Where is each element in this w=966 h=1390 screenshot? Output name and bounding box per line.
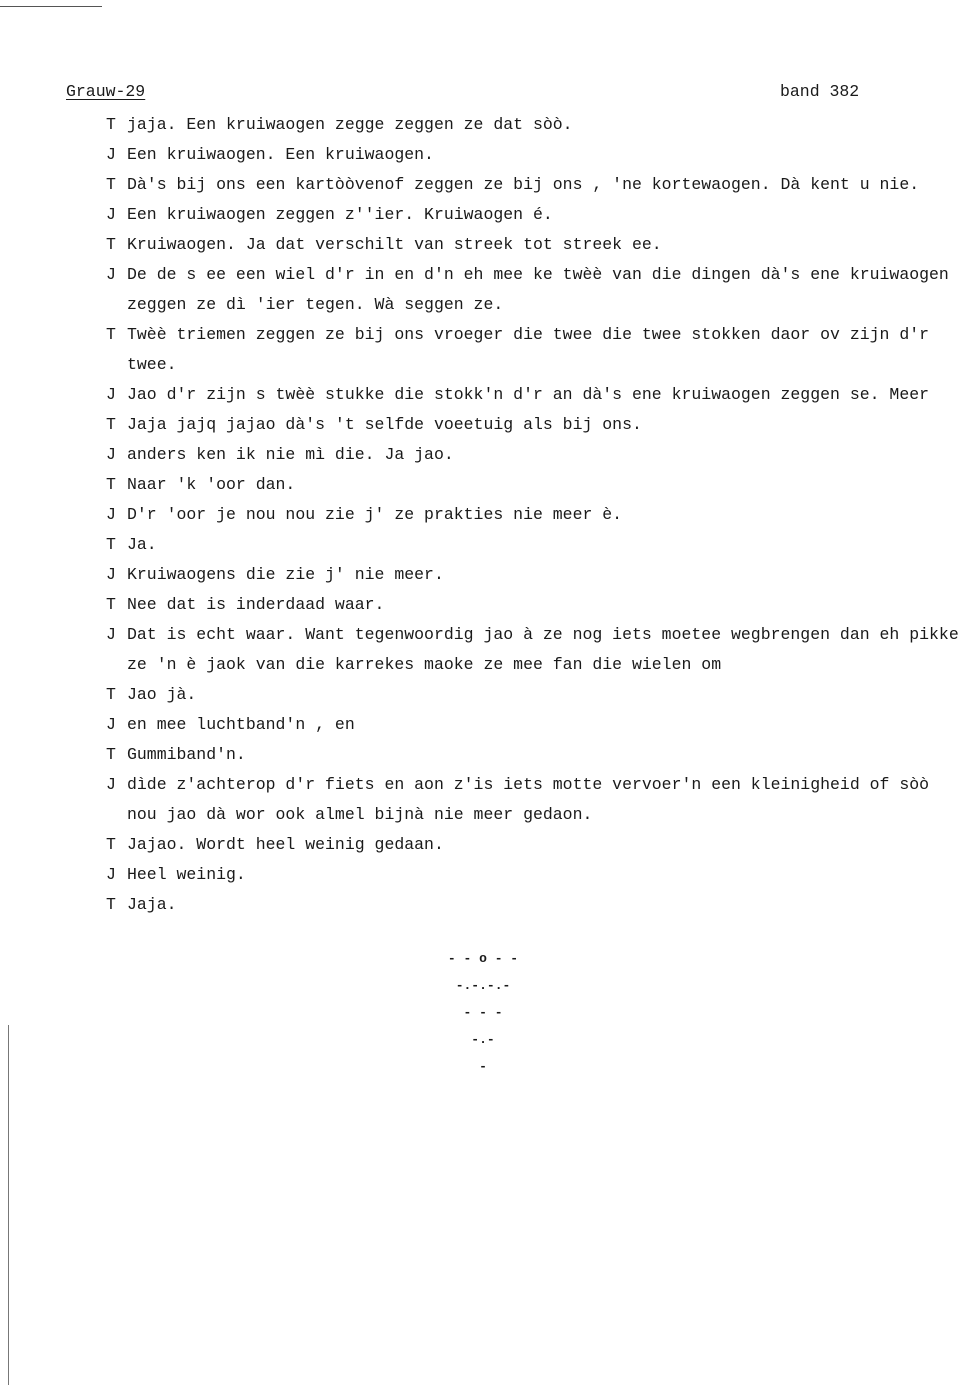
speaker-label: J [106, 505, 116, 524]
transcript-line [106, 624, 961, 654]
speech-text: Nee dat is inderdaad waar. [127, 595, 385, 614]
transcript-line [106, 324, 961, 354]
transcript-line [106, 444, 961, 474]
transcript-line [106, 114, 961, 144]
transcript-line-continued [106, 354, 961, 384]
speech-text: Jajao. Wordt heel weinig gedaan. [127, 835, 444, 854]
speaker-label [106, 804, 127, 834]
speaker-label: T [106, 745, 116, 764]
transcript-line [106, 564, 961, 594]
transcript-line [106, 894, 961, 924]
speaker-label: J [106, 865, 116, 884]
transcript-line [106, 174, 961, 204]
speaker-label: J [106, 625, 116, 644]
speaker-label [106, 654, 127, 684]
speech-text: Gummiband'n. [127, 745, 246, 764]
speaker-label: J [106, 715, 116, 734]
speaker-label: T [106, 115, 116, 134]
speech-text: D'r 'oor je nou nou zie j' ze prakties nie meer è. [127, 505, 623, 524]
transcript-line [106, 864, 961, 894]
speech-text: Ja. [127, 535, 157, 554]
speech-text: Jao d'r zijn s twèè stukke die stokk'n d'r an dà's ene kruiwaogen zeggen se. Meer [127, 385, 930, 404]
speech-text: en mee luchtband'n , en [127, 715, 355, 734]
end-ornament [420, 936, 546, 1089]
speaker-label [106, 294, 127, 324]
transcript-line [106, 744, 961, 774]
speaker-label: T [106, 175, 116, 194]
transcript-line-continued [106, 294, 961, 324]
speech-text: Een kruiwaogen zeggen z''ier. Kruiwaogen é. [127, 205, 553, 224]
speaker-label: J [106, 565, 116, 584]
speech-text: Jao jà. [127, 685, 197, 704]
speaker-label: T [106, 415, 116, 434]
speech-text: Naar 'k 'oor dan. [127, 475, 296, 494]
speaker-label: J [106, 775, 116, 794]
speaker-label: J [106, 385, 116, 404]
tape-number: band 382 [780, 82, 860, 101]
ornament-row: - - o - - [447, 951, 519, 966]
speech-text: Kruiwaogens die zie j' nie meer. [127, 565, 444, 584]
margin-rule [8, 1025, 9, 1385]
transcript-line [106, 534, 961, 564]
transcript [106, 114, 961, 924]
speech-text: Kruiwaogen. Ja dat verschilt van streek tot streek ee. [127, 235, 662, 254]
speaker-label: J [106, 445, 116, 464]
document-id: Grauw-29 [66, 82, 146, 101]
speech-text: twee. [127, 355, 177, 374]
speaker-label: T [106, 595, 116, 614]
transcript-line [106, 384, 961, 414]
speech-text: anders ken ik nie mì die. Ja jao. [127, 445, 454, 464]
transcript-line [106, 594, 961, 624]
speech-text: Dà's bij ons een kartòòvenof zeggen ze bij ons , 'ne kortewaogen. Dà kent u nie. [127, 175, 920, 194]
transcript-line [106, 834, 961, 864]
ornament-row: - - - [463, 1005, 503, 1020]
speaker-label: T [106, 475, 116, 494]
transcript-line [106, 414, 961, 444]
speaker-label: T [106, 895, 116, 914]
speaker-label: J [106, 205, 116, 224]
speech-text: ze 'n è jaok van die karrekes maoke ze mee fan die wielen om [127, 655, 722, 674]
speaker-label: J [106, 265, 116, 284]
speaker-label: T [106, 685, 116, 704]
transcript-line [106, 774, 961, 804]
speech-text: Heel weinig. [127, 865, 246, 884]
transcript-line [106, 204, 961, 234]
transcript-line-continued [106, 654, 961, 684]
speaker-label: T [106, 235, 116, 254]
speech-text: Twèè triemen zeggen ze bij ons vroeger die twee die twee stokken daor ov zijn d'r [127, 325, 930, 344]
transcript-line [106, 144, 961, 174]
speech-text: Een kruiwaogen. Een kruiwaogen. [127, 145, 434, 164]
transcript-line-continued [106, 804, 961, 834]
speech-text: De de s ee een wiel d'r in en d'n eh mee ke twèè van die dingen dà's ene kruiwaogen [127, 265, 949, 284]
speaker-label: T [106, 835, 116, 854]
speech-text: dìde z'achterop d'r fiets en aon z'is iets motte vervoer'n een kleinigheid of sòò [127, 775, 930, 794]
transcript-line [106, 234, 961, 264]
ornament-row: -.- [471, 1032, 495, 1047]
transcript-line [106, 504, 961, 534]
speech-text: nou jao dà wor ook almel bijnà nie meer gedaon. [127, 805, 593, 824]
speech-text: Jaja jajq jajao dà's 't selfde voeetuig als bij ons. [127, 415, 642, 434]
speaker-label: T [106, 325, 116, 344]
transcript-line [106, 684, 961, 714]
ornament-row: -.-.-.- [455, 978, 511, 993]
speech-text: jaja. Een kruiwaogen zegge zeggen ze dat sòò. [127, 115, 573, 134]
transcript-line [106, 474, 961, 504]
speaker-label: J [106, 145, 116, 164]
speech-text: Jaja. [127, 895, 177, 914]
transcript-line [106, 264, 961, 294]
speech-text: zeggen ze dì 'ier tegen. Wà seggen ze. [127, 295, 504, 314]
speech-text: Dat is echt waar. Want tegenwoordig jao à ze nog iets moetee wegbrengen dan eh pikke [127, 625, 959, 644]
transcript-line [106, 714, 961, 744]
top-rule [0, 6, 102, 7]
speaker-label [106, 354, 127, 384]
ornament-row: - [479, 1059, 487, 1074]
speaker-label: T [106, 535, 116, 554]
